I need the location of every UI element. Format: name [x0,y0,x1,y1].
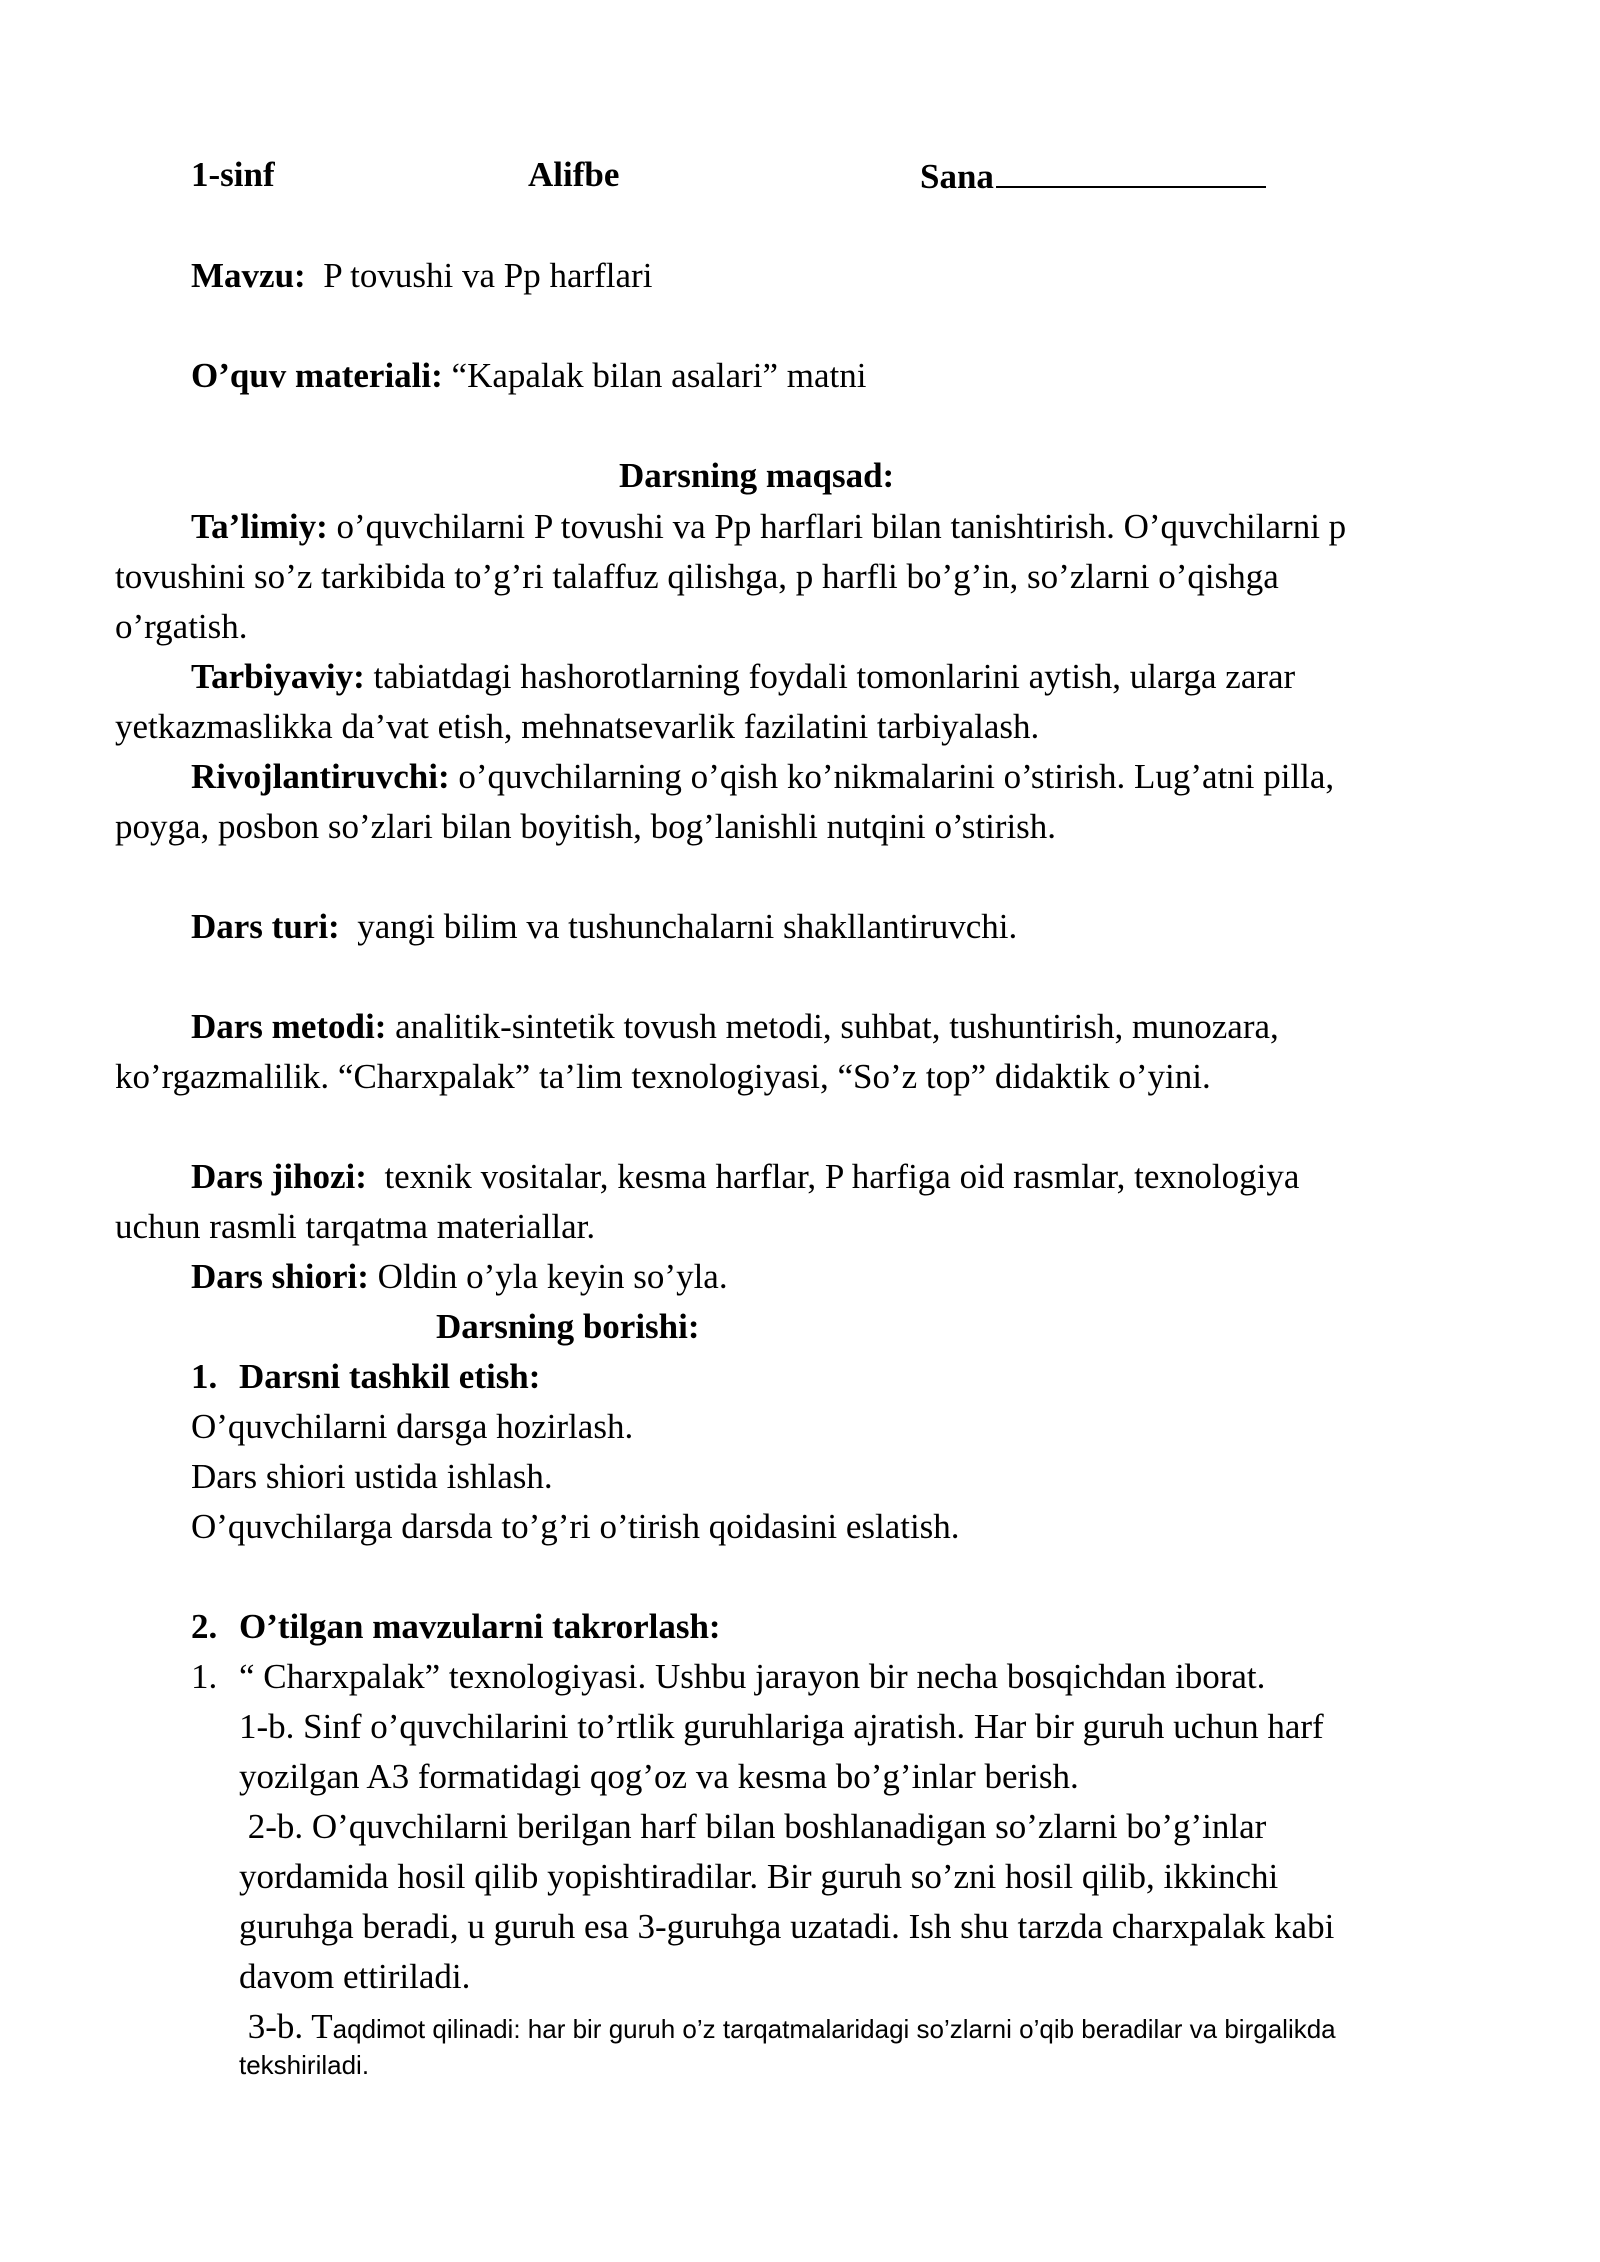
goal-educational-line3: o’rgatish. [115,607,248,646]
goal-upbringing-label: Tarbiyaviy: [191,657,365,696]
material-value: “Kapalak bilan asalari” matni [451,356,867,395]
topic-label: Mavzu: [191,256,306,295]
step2-line: guruhga beradi, u guruh esa 3-guruhga uzatadi. Ish shu tarzda charxpalak kabi [239,1907,1335,1946]
step3-line2: tekshiriladi. [239,2050,370,2080]
lesson-type-line [191,902,1017,952]
date-label: Sana [920,157,994,196]
lesson-motto-value: Oldin o’yla keyin so’yla. [377,1257,728,1296]
step3-prefix: 3-b. T [247,2007,333,2046]
goal-upbringing-line2: yetkazmaslikka da’vat etish, mehnatsevarlik fazilatini tarbiyalash. [115,707,1040,746]
goal-developmental-label: Rivojlantiruvchi: [191,757,450,796]
step2-line [239,1802,1266,1852]
section2-item-text: “ Charxpalak” texnologiyasi. Ushbu jarayon bir necha bosqichdan iborat. [239,1657,1266,1696]
goal-upbringing-line1 [191,652,1295,702]
lesson-method-line1 [191,1002,1279,1052]
lesson-equipment-text1: texnik vositalar, kesma harflar, P harfiga oid rasmlar, texnologiya [384,1157,1300,1196]
section2-title: O’tilgan mavzularni takrorlash: [239,1607,721,1646]
goal-upbringing-text1: tabiatdagi hashorotlarning foydali tomonlarini aytish, ularga zarar [373,657,1296,696]
section2-number: 2. [191,1607,218,1646]
material-label: O’quv materiali: [191,356,443,395]
progress-heading: Darsning borishi: [436,1307,700,1346]
section1-item: Dars shiori ustida ishlash. [191,1457,553,1496]
goal-developmental-text1: o’quvchilarning o’qish ko’nikmalarini o’stirish. Lug’atni pilla, [458,757,1335,796]
section1-number: 1. [191,1357,218,1396]
goal-educational-line1 [191,502,1346,552]
lesson-type-label: Dars turi: [191,907,340,946]
subject-label: Alifbe [528,155,620,194]
grade-label: 1-sinf [191,155,275,194]
section1-title: Darsni tashkil etish: [239,1357,541,1396]
section1-item: O’quvchilarga darsda to’g’ri o’tirish qoidasini eslatish. [191,1507,960,1546]
section1-item: O’quvchilarni darsga hozirlash. [191,1407,634,1446]
step2-text: 2-b. O’quvchilarni berilgan harf bilan boshlanadigan so’zlarni bo’g’inlar [247,1807,1267,1846]
date-blank-line [996,150,1266,188]
lesson-method-line2: ko’rgazmalilik. “Charxpalak” ta’lim texnologiyasi, “So’z top” didaktik o’yini. [115,1057,1211,1096]
goal-educational-line2: tovushini so’z tarkibida to’g’ri talaffuz qilishga, p harfli bo’g’in, so’zlarni o’qishga [115,557,1279,596]
step2-line: davom ettiriladi. [239,1957,471,1996]
goal-educational-label: Ta’limiy: [191,507,328,546]
step1-line: 1-b. Sinf o’quvchilarini to’rtlik guruhlariga ajratish. Har bir guruh uchun harf [239,1707,1324,1746]
section2-item-number: 1. [191,1657,218,1696]
lesson-equipment-line2: uchun rasmli tarqatma materiallar. [115,1207,596,1246]
lesson-method-text1: analitik-sintetik tovush metodi, suhbat, tushuntirish, munozara, [395,1007,1279,1046]
lesson-motto-line [191,1252,728,1302]
date-field [920,150,1266,202]
lesson-motto-label: Dars shiori: [191,1257,369,1296]
goal-developmental-line1 [191,752,1334,802]
step3-text1: aqdimot qilinadi: har bir guruh o’z tarqatmalaridagi so’zlarni o’qib beradilar va birgalikda [332,2014,1336,2044]
step3-line1 [239,2002,1336,2054]
lesson-equipment-label: Dars jihozi: [191,1157,367,1196]
topic-line [191,251,652,301]
lesson-equipment-line1 [191,1152,1299,1202]
topic-value: P tovushi va Pp harflari [323,256,653,295]
step1-line: yozilgan A3 formatidagi qog’oz va kesma bo’g’inlar berish. [239,1757,1079,1796]
goal-developmental-line2: poyga, posbon so’zlari bilan boyitish, bog’lanishli nutqini o’stirish. [115,807,1057,846]
material-line [191,351,866,401]
step2-line: yordamida hosil qilib yopishtiradilar. Bir guruh so’zni hosil qilib, ikkinchi [239,1857,1279,1896]
goals-heading: Darsning maqsad: [619,456,895,495]
lesson-type-value: yangi bilim va tushunchalarni shakllantiruvchi. [357,907,1018,946]
lesson-method-label: Dars metodi: [191,1007,387,1046]
goal-educational-text1: o’quvchilarni P tovushi va Pp harflari bilan tanishtirish. O’quvchilarni p [336,507,1347,546]
